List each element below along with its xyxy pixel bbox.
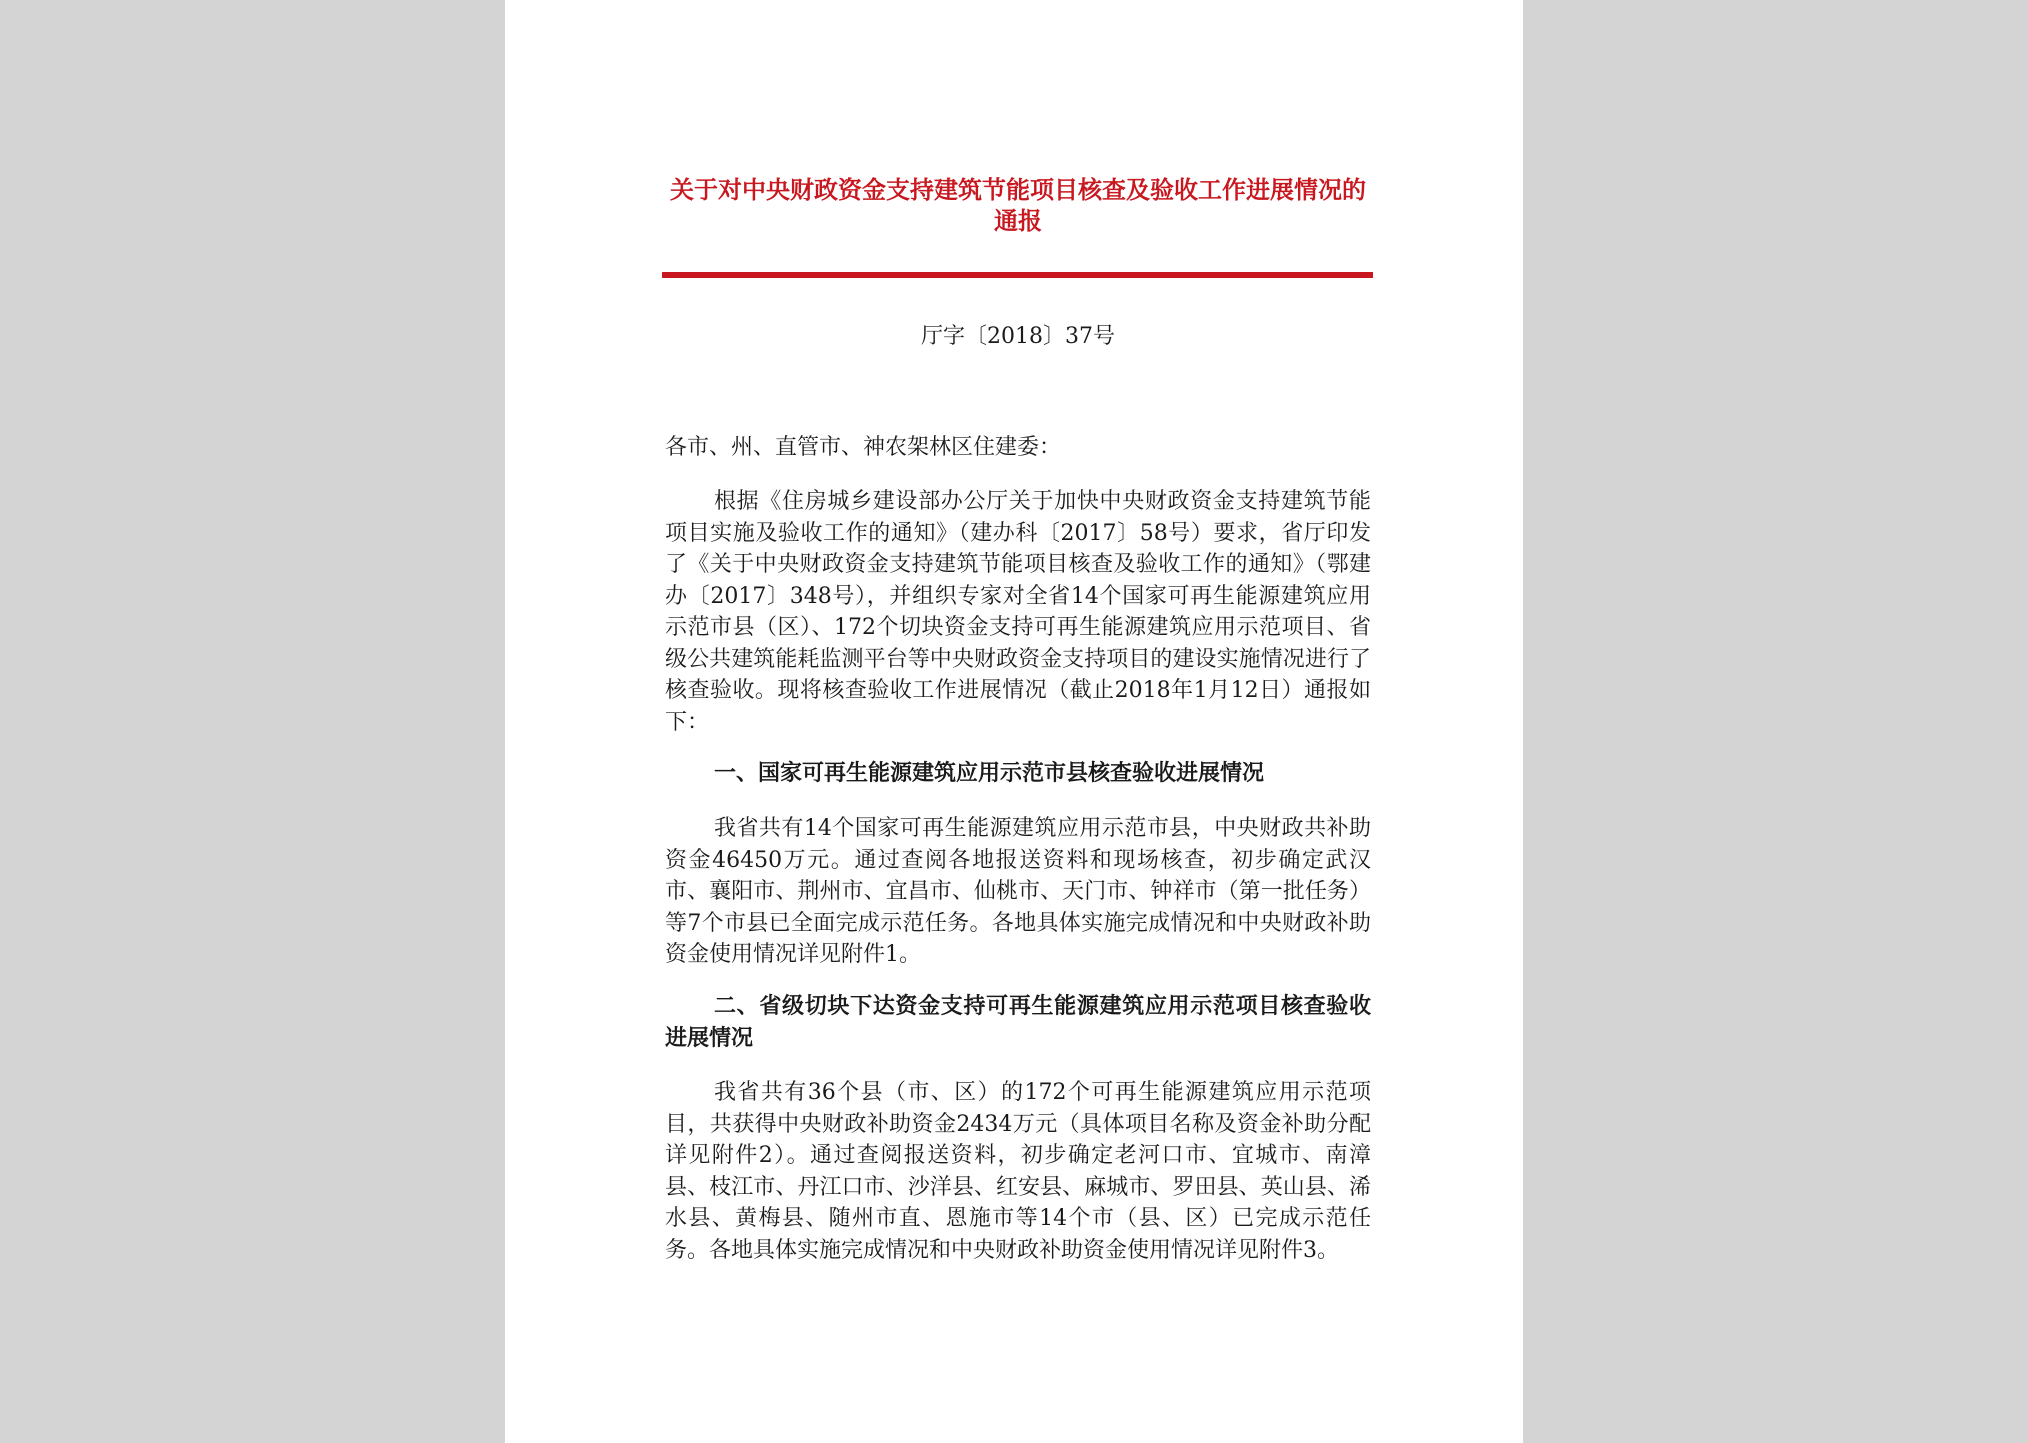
paragraph-2: 我省共有14个国家可再生能源建筑应用示范市县，中央财政共补助资金46450万元。通过查阅各地报送资料和现场核查，初步确定武汉市、襄阳市、荆州市、宜昌市、仙桃市、天门市、钟祥市（第一批任务）等7个市县已全面完成示范任务。各地具体实施完成情况和中央财政补助资金使用情况详见附件1。	[665, 816, 1371, 967]
section-heading-2: 二、省级切块下达资金支持可再生能源建筑应用示范项目核查验收进展情况	[665, 993, 1371, 1051]
paragraph-1: 根据《住房城乡建设部办公厅关于加快中央财政资金支持建筑节能项目实施及验收工作的通知》（建办科〔2017〕58号）要求，省厅印发了《关于中央财政资金支持建筑节能项目核查及验收工作的通知》（鄂建办〔2017〕348号），并组织专家对全省14个国家可再生能源建筑应用示范市县（区）、172个切块资金支持可再生能源建筑应用示范项目、省级公共建筑能耗监测平台等中央财政资金支持项目的建设实施情况进行了核查验收。现将核查验收工作进展情况（截止2018年1月12日）通报如下：	[665, 489, 1371, 735]
document-title: 关于对中央财政资金支持建筑节能项目核查及验收工作进展情况的通报	[670, 175, 1366, 235]
paragraph-3: 我省共有36个县（市、区）的172个可再生能源建筑应用示范项目，共获得中央财政补助资金2434万元（具体项目名称及资金补助分配详见附件2）。通过查阅报送资料，初步确定老河口市、宜城市、南漳县、枝江市、丹江口市、沙洋县、红安县、麻城市、罗田县、英山县、浠水县、黄梅县、随州市直、恩施市等14个市（县、区）已完成示范任务。各地具体实施完成情况和中央财政补助资金使用情况详见附件3。	[665, 1080, 1371, 1263]
document-number: 厅字〔2018〕37号	[921, 324, 1115, 349]
red-header-rule	[662, 272, 1373, 278]
document-page	[505, 0, 1523, 1443]
section-heading-1: 一、国家可再生能源建筑应用示范市县核查验收进展情况	[714, 760, 1265, 786]
salutation: 各市、州、直管市、神农架林区住建委：	[665, 435, 1062, 460]
